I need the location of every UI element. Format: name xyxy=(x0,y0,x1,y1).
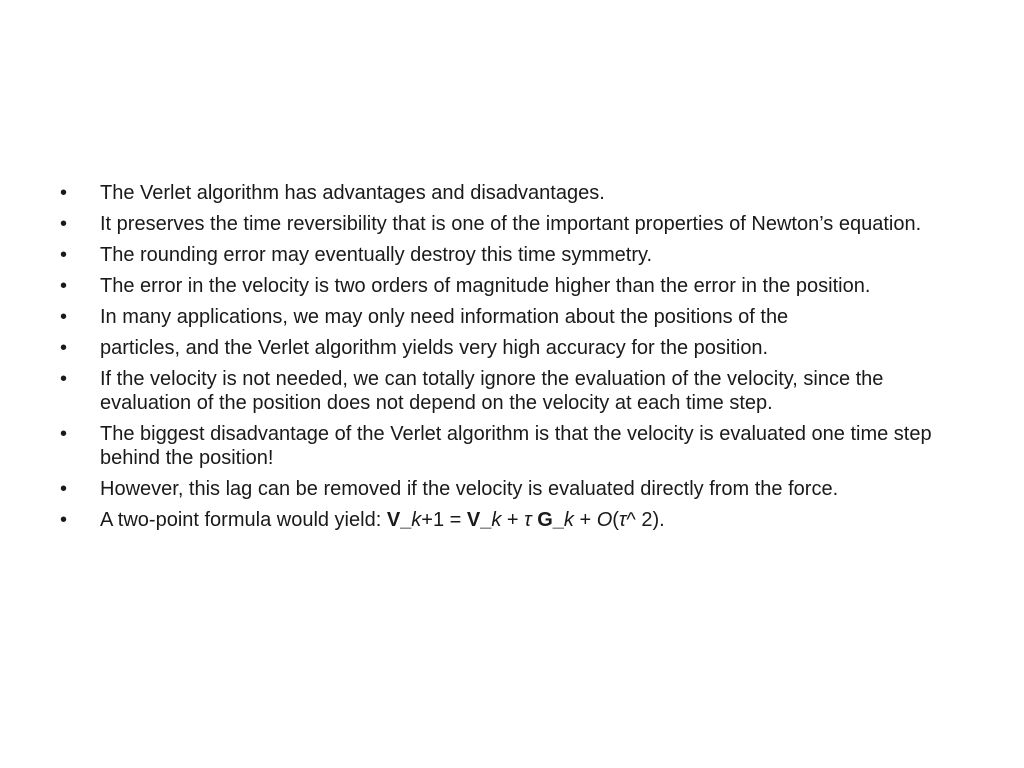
bullet-item xyxy=(60,336,960,360)
formula-k-index: k xyxy=(563,509,574,531)
bullet-text: If the velocity is not needed, we can totally ignore the evaluation of the velocity, since the evaluation of the position does not depend on the velocity at each time step. xyxy=(100,368,884,414)
bullet-dot: • xyxy=(60,337,68,359)
bullet-item xyxy=(60,274,960,298)
bullet-item xyxy=(60,243,960,267)
formula-tau: τ xyxy=(618,509,627,531)
bullet-dot: • xyxy=(60,509,68,531)
bullet-dot: • xyxy=(60,244,68,266)
bullet-text: In many applications, we may only need information about the positions of the xyxy=(100,306,789,328)
formula-v-symbol: V_ xyxy=(386,509,412,531)
bullet-dot: • xyxy=(60,306,68,328)
bullet-text: particles, and the Verlet algorithm yields very high accuracy for the position. xyxy=(100,337,769,359)
formula-bullet xyxy=(60,508,960,532)
bullet-item xyxy=(60,367,960,415)
bullet-list xyxy=(60,181,960,539)
bullet-text: The biggest disadvantage of the Verlet algorithm is that the velocity is evaluated one time step behind the position! xyxy=(100,423,932,469)
formula-v-symbol: V_ xyxy=(466,509,492,531)
bullet-text: The rounding error may eventually destroy this time symmetry. xyxy=(100,244,653,266)
bullet-item xyxy=(60,212,960,236)
formula-k-index: k xyxy=(411,509,422,531)
bullet-dot: • xyxy=(60,478,68,500)
bullet-dot: • xyxy=(60,213,68,235)
formula-plus: + xyxy=(501,509,525,531)
bullet-text: The Verlet algorithm has advantages and disadvantages. xyxy=(100,182,605,204)
bullet-text: It preserves the time reversibility that is one of the important properties of Newton’s equation. xyxy=(100,213,922,235)
bullet-item xyxy=(60,477,960,501)
bullet-text: The error in the velocity is two orders of magnitude higher than the error in the position. xyxy=(100,275,871,297)
bullet-item xyxy=(60,305,960,329)
formula-g-symbol: G_ xyxy=(537,509,564,531)
formula-plus-one: +1 = xyxy=(421,509,467,531)
bullet-dot: • xyxy=(60,182,68,204)
formula-prefix: A two-point formula would yield: xyxy=(100,509,387,531)
formula-big-o: O xyxy=(596,509,613,531)
bullet-dot: • xyxy=(60,368,68,390)
bullet-item xyxy=(60,181,960,205)
bullet-item xyxy=(60,422,960,470)
formula-paren: ( xyxy=(612,509,619,531)
formula-k-index: k xyxy=(491,509,502,531)
formula-plus: + xyxy=(573,509,597,531)
bullet-dot: • xyxy=(60,423,68,445)
formula-power: ^ 2). xyxy=(626,509,665,531)
formula-text xyxy=(100,509,665,531)
bullet-text: However, this lag can be removed if the velocity is evaluated directly from the force. xyxy=(100,478,839,500)
bullet-dot: • xyxy=(60,275,68,297)
formula-tau: τ xyxy=(524,509,532,531)
